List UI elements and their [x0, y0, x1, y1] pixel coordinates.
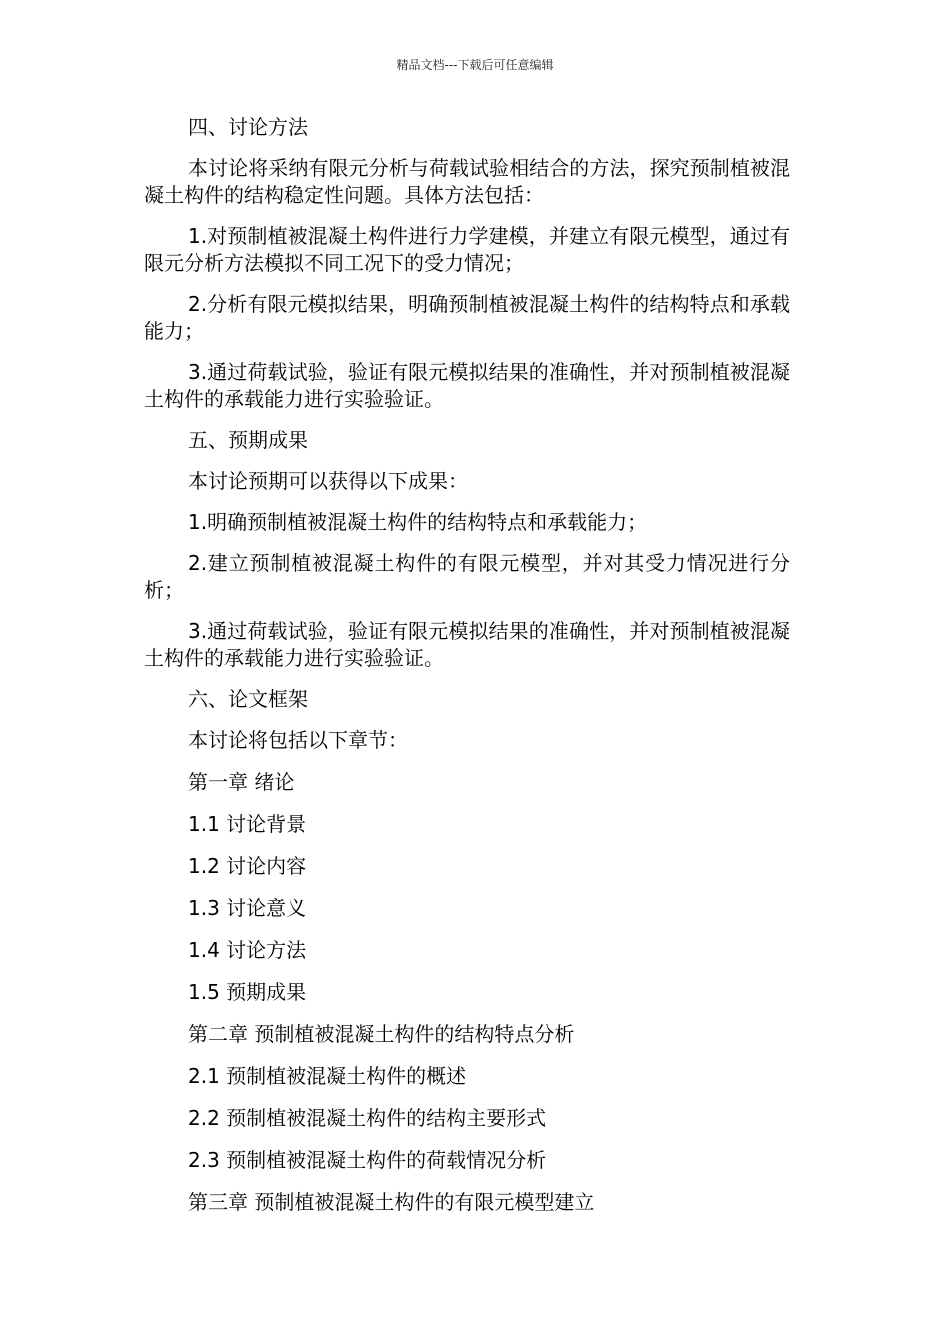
methods-item-3: 3.通过荷载试验，验证有限元模拟结果的准确性，并对预制植被混凝土构件的承载能力进行实验验证。: [144, 360, 790, 411]
toc-item-2-3: 2.3 预制植被混凝土构件的荷载情况分析: [188, 1148, 547, 1172]
framework-intro: 本讨论将包括以下章节：: [188, 728, 408, 752]
methods-item-1: 1.对预制植被混凝土构件进行力学建模，并建立有限元模型，通过有限元分析方法模拟不同工况下的受力情况；: [144, 224, 790, 275]
document-body: [144, 114, 790, 1231]
outcomes-item-1: 1.明确预制植被混凝土构件的结构特点和承载能力；: [188, 510, 648, 534]
outcomes-item-3: 3.通过荷载试验，验证有限元模拟结果的准确性，并对预制植被混凝土构件的承载能力进行实验验证。: [144, 619, 790, 670]
section-heading-outcomes: 五、预期成果: [188, 428, 308, 452]
methods-item-2: 2.分析有限元模拟结果，明确预制植被混凝土构件的结构特点和承载能力；: [144, 292, 790, 343]
outcomes-intro: 本讨论预期可以获得以下成果：: [188, 469, 468, 493]
toc-item-1-3: 1.3 讨论意义: [188, 896, 307, 920]
toc-chapter-3: 第三章 预制植被混凝土构件的有限元模型建立: [188, 1190, 595, 1214]
section-heading-methods: 四、讨论方法: [188, 115, 308, 139]
toc-item-2-2: 2.2 预制植被混凝土构件的结构主要形式: [188, 1106, 547, 1130]
page-header: 精品文档---下载后可任意编辑: [396, 58, 554, 72]
toc-item-2-1: 2.1 预制植被混凝土构件的概述: [188, 1064, 467, 1088]
section-heading-framework: 六、论文框架: [188, 687, 308, 711]
toc-chapter-2: 第二章 预制植被混凝土构件的结构特点分析: [188, 1022, 575, 1046]
methods-intro: 本讨论将采纳有限元分析与荷载试验相结合的方法，探究预制植被混凝土构件的结构稳定性问题。具体方法包括：: [144, 156, 790, 207]
toc-item-1-2: 1.2 讨论内容: [188, 854, 307, 878]
toc-item-1-1: 1.1 讨论背景: [188, 812, 307, 836]
toc-chapter-1: 第一章 绪论: [188, 770, 295, 794]
toc-item-1-4: 1.4 讨论方法: [188, 938, 307, 962]
toc-item-1-5: 1.5 预期成果: [188, 980, 307, 1004]
outcomes-item-2: 2.建立预制植被混凝土构件的有限元模型，并对其受力情况进行分析；: [144, 551, 790, 602]
